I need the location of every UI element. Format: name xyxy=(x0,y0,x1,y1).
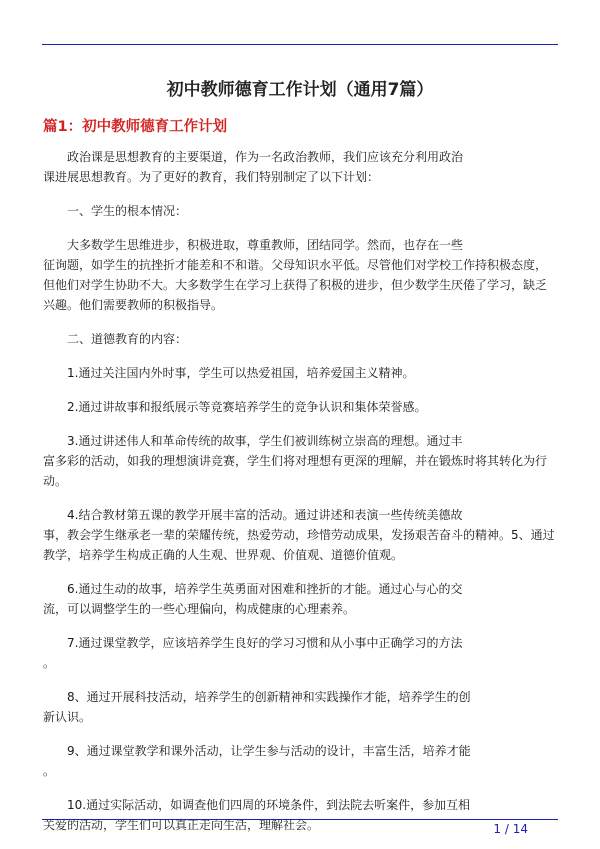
paragraph xyxy=(43,741,558,781)
paragraph-line: 政治课是思想教育的主要渠道，作为一名政治教师，我们应该充分利用政治 xyxy=(67,150,464,164)
paragraph-line: 2.通过讲故事和报纸展示等竞赛培养学生的竞争认识和集体荣誉感。 xyxy=(67,400,427,414)
paragraph-line: 10.通过实际活动，如调查他们四周的环境条件，到法院去听案件，参加互相 xyxy=(67,798,471,812)
document-title: 初中教师德育工作计划（通用7篇） xyxy=(166,80,434,100)
paragraph xyxy=(43,201,558,221)
paragraph xyxy=(43,363,558,383)
paragraph-line: 动。 xyxy=(43,474,68,488)
paragraph-line: 流，可以调整学生的一些心理偏向，构成健康的心理素养。 xyxy=(43,602,356,616)
paragraph-line: 二、道德教育的内容： xyxy=(67,332,188,346)
page-indicator: 1 / 14 xyxy=(493,822,528,836)
paragraph-line: 事，教会学生继承老一辈的荣耀传统，热爱劳动，珍惜劳动成果，发扬艰苦奋斗的精神。5、通过 xyxy=(43,528,555,542)
paragraph xyxy=(43,633,558,673)
paragraph xyxy=(43,579,558,619)
paragraph-line: 征询题，如学生的抗挫折才能差和不和谐。父母知识水平低。尽管他们对学校工作持积极态度， xyxy=(43,258,548,272)
paragraph-line: 1.通过关注国内外时事，学生可以热爱祖国，培养爱国主义精神。 xyxy=(67,366,415,380)
paragraph-line: 教学，培养学生构成正确的人生观、世界观、价值观、道德价值观。 xyxy=(43,548,404,562)
paragraph xyxy=(43,687,558,727)
paragraph xyxy=(43,147,558,187)
paragraph-line: 3.通过讲述伟人和革命传统的故事，学生们被训练树立崇高的理想。通过丰 xyxy=(67,434,463,448)
paragraph-line: 。 xyxy=(43,764,56,778)
paragraph-line: 一、学生的根本情况： xyxy=(67,204,188,218)
paragraph-line: 6.通过生动的故事，培养学生英勇面对困难和挫折的才能。通过心与心的交 xyxy=(67,582,463,596)
paragraph xyxy=(43,431,558,491)
paragraph-line: 大多数学生思维进步，积极进取，尊重教师，团结同学。然而，也存在一些 xyxy=(67,238,464,252)
paragraph xyxy=(43,505,558,565)
paragraph-line: 。 xyxy=(43,656,56,670)
paragraph xyxy=(43,329,558,349)
paragraph xyxy=(43,397,558,417)
paragraph-line: 7.通过课堂教学，应该培养学生良好的学习习惯和从小事中正确学习的方法 xyxy=(67,636,463,650)
paragraph xyxy=(43,795,558,835)
section-heading: 篇1：初中教师德育工作计划 xyxy=(43,119,228,135)
paragraph-line: 兴趣。他们需要教师的积极指导。 xyxy=(43,298,224,312)
paragraph-line: 关爱的活动，学生们可以真正走向生活，理解社会。 xyxy=(43,818,320,832)
paragraph-line: 富多彩的活动，如我的理想演讲竞赛，学生们将对理想有更深的理解，并在锻炼时将其转化为行 xyxy=(43,454,548,468)
paragraph-line: 8、通过开展科技活动，培养学生的创新精神和实践操作才能，培养学生的创 xyxy=(67,690,471,704)
header-rule xyxy=(42,44,558,45)
footer-rule xyxy=(42,819,558,820)
document-body xyxy=(43,147,558,849)
paragraph-line: 课进展思想教育。为了更好的教育，我们特别制定了以下计划： xyxy=(43,170,380,184)
paragraph-line: 但他们对学生协助不大。大多数学生在学习上获得了积极的进步，但少数学生厌倦了学习，缺乏 xyxy=(43,278,548,292)
paragraph-line: 9、通过课堂教学和课外活动，让学生参与活动的设计，丰富生活，培养才能 xyxy=(67,744,471,758)
paragraph-line: 4.结合教材第五课的教学开展丰富的活动。通过讲述和表演一些传统美德故 xyxy=(67,508,463,522)
paragraph-line: 新认识。 xyxy=(43,710,92,724)
paragraph xyxy=(43,235,558,315)
